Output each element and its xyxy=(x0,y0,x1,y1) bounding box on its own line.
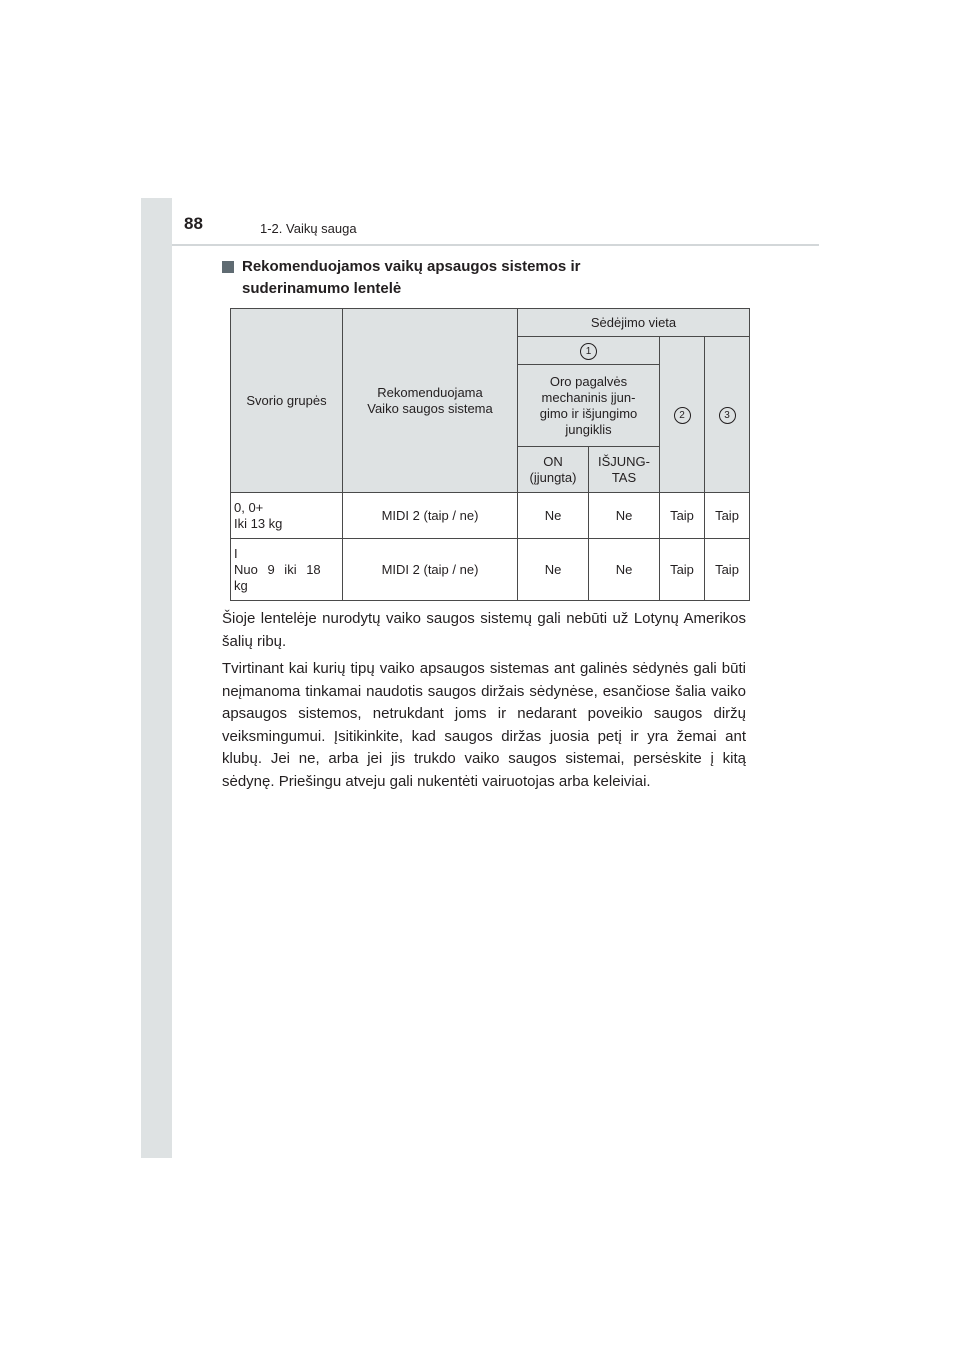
circled-number-3-icon: 3 xyxy=(719,407,736,424)
paragraph-seat-belt-warning: Tvirtinant kai kurių tipų vaiko apsaugos sistemas ant galinės sėdynės gali būti neįmanoma tinkamai naudotis saugos diržais sėdynėse, esančiose šalia vaiko apsaugos sistemos, netrukdant joms ir nedarant poveikio saugos diržų veiksmingumui. Įsitikinkite, kad saugos diržas juosia petį ir yra žemai ant klubų. Jei ne, arba jei jis trukdo vaiko saugos sistemai, persėskite į kitą sėdynę. Priešingu atveju gali nukentėti vairuotojas arba keleiviai. xyxy=(222,660,746,790)
cell-pos2: Taip xyxy=(660,539,705,601)
cell-off: Ne xyxy=(589,493,660,539)
header-airbag-switch: Oro pagalvės mechaninis įjun- gimo ir išjungimo jungiklis xyxy=(518,365,660,447)
cell-system: MIDI 2 (taip / ne) xyxy=(343,539,518,601)
header-seating-position: Sėdėjimo vieta xyxy=(518,309,750,337)
cell-weight: I Nuo 9 iki 18 kg xyxy=(231,539,343,601)
cell-on: Ne xyxy=(518,539,589,601)
cell-off: Ne xyxy=(589,539,660,601)
cell-on: Ne xyxy=(518,493,589,539)
section-heading xyxy=(222,256,746,300)
seat-position-3 xyxy=(705,337,750,493)
heading-line-2: suderinamumo lentelė xyxy=(242,280,402,297)
header-on: ON (įjungta) xyxy=(518,447,589,493)
seat-position-2 xyxy=(660,337,705,493)
cell-weight: 0, 0+ Iki 13 kg xyxy=(231,493,343,539)
header-weight-group: Svorio grupės xyxy=(231,309,343,493)
cell-pos2: Taip xyxy=(660,493,705,539)
circled-number-1-icon: 1 xyxy=(580,343,597,360)
cell-pos3: Taip xyxy=(705,539,750,601)
square-bullet-icon xyxy=(222,261,234,273)
table-row xyxy=(231,539,750,601)
cell-system: MIDI 2 (taip / ne) xyxy=(343,493,518,539)
seat-position-1 xyxy=(518,337,660,365)
header-divider xyxy=(172,244,819,246)
section-title: 1-2. Vaikų sauga xyxy=(260,221,357,236)
circled-number-2-icon: 2 xyxy=(674,407,691,424)
table-row xyxy=(231,493,750,539)
page-number: 88 xyxy=(184,214,203,233)
paragraph-latin-america: Šioje lentelėje nurodytų vaiko saugos sistemų gali nebūti už Lotynų Amerikos šalių ribų. xyxy=(222,610,746,650)
side-tab-bar xyxy=(141,198,172,1158)
header-off: IŠJUNG- TAS xyxy=(589,447,660,493)
header-recommended-system: Rekomenduojama Vaiko saugos sistema xyxy=(343,309,518,493)
heading-line-1: Rekomenduojamos vaikų apsaugos sistemos ir xyxy=(242,258,581,275)
compatibility-table xyxy=(230,308,750,601)
cell-pos3: Taip xyxy=(705,493,750,539)
